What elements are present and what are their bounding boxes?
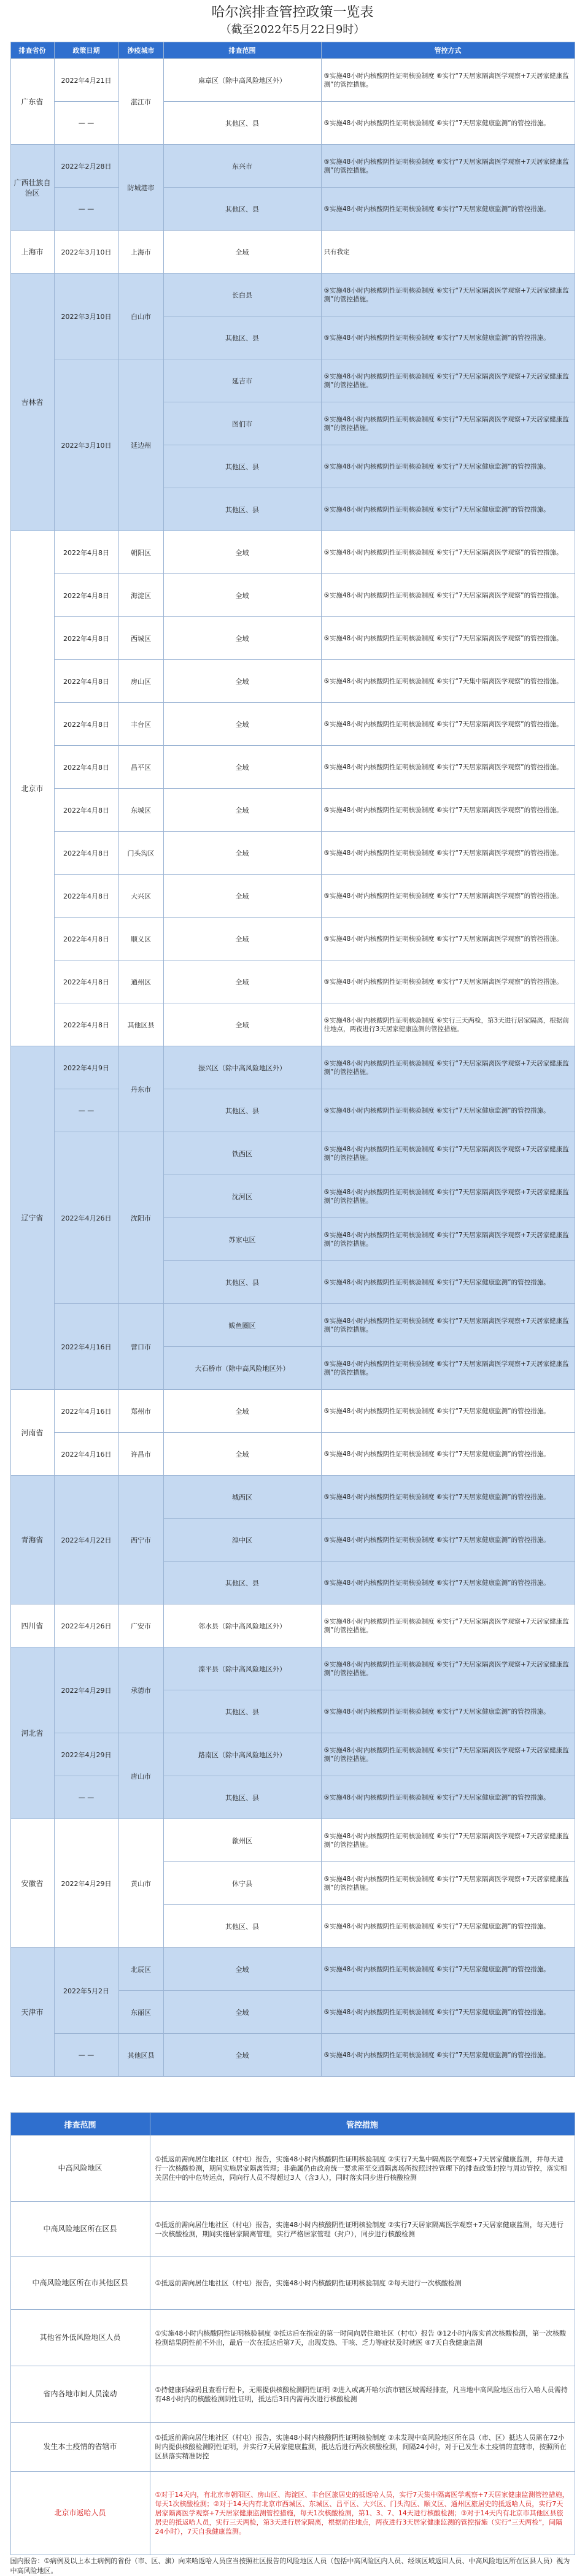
table-header-row	[10, 2113, 575, 2136]
header-province: 排查省份	[10, 42, 54, 59]
measure-cell: ⑤实施48小时内核酸阴性证明核验制度 ⑥实行“7天居家隔离医学观察”的管控措施。	[321, 703, 575, 746]
date-cell: 2022年4月29日	[54, 1819, 118, 1948]
province-cell: 北京市	[10, 531, 54, 1046]
range-cell: 铁西区	[163, 1132, 321, 1175]
measure-cell: ⑤实施48小时内核酸阴性证明核验制度 ⑥实行“7天集中隔离医学观察”的管控措施。	[321, 660, 575, 703]
measure-cell: ⑤实施48小时内核酸阴性证明核验制度 ⑥实行“7天居家健康监测”的管控措施。	[321, 1948, 575, 1991]
range-cell: 其他区、县	[163, 1776, 321, 1819]
table-row	[10, 1819, 575, 1862]
table-row	[10, 2202, 575, 2257]
table-row	[10, 1733, 575, 1776]
table-row	[10, 832, 575, 875]
city-cell: 朝阳区	[118, 531, 163, 574]
table-row	[10, 59, 575, 102]
measure-cell: ⑤实施48小时内核酸阴性证明核验制度 ⑥实行“7天居家隔离医学观察+7天居家健康监测”的管控措施。	[321, 59, 575, 102]
control-measures-body	[10, 2136, 575, 2555]
range-cell: 图们市	[163, 402, 321, 445]
measure-cell: ⑤实施48小时内核酸阴性证明核验制度 ⑥实行“7天居家健康监测”的管控措施。	[321, 1776, 575, 1819]
range-cell: 全域	[163, 2034, 321, 2077]
table-row	[10, 703, 575, 746]
table-row	[10, 2257, 575, 2310]
date-cell: 2022年4月26日	[54, 1604, 118, 1647]
table-row	[10, 2423, 575, 2472]
table-row	[10, 1304, 575, 1347]
city-cell: 白山市	[118, 274, 163, 359]
date-cell: 2022年3月10日	[54, 359, 118, 531]
date-cell: 2022年5月2日	[54, 1948, 118, 2034]
date-cell: 2022年4月16日	[54, 1304, 118, 1390]
city-cell: 黄山市	[118, 1819, 163, 1948]
date-cell: 2022年4月8日	[54, 746, 118, 789]
table-row	[10, 2034, 575, 2077]
city-cell: 东城区	[118, 789, 163, 832]
header-range: 排查范围	[163, 42, 321, 59]
measure-cell: ⑤实施48小时内核酸阴性证明核验制度 ⑥实行“7天居家健康监测”的管控措施。	[321, 1476, 575, 1519]
city-cell: 门头沟区	[118, 832, 163, 875]
province-cell: 青海省	[10, 1476, 54, 1604]
range-cell: 其他区、县	[163, 1261, 321, 1304]
measure-cell: ⑤实施48小时内核酸阴性证明核验制度 ⑥实行“7天居家隔离医学观察+7天居家健康监测”的管控措施。	[321, 1604, 575, 1647]
measure-cell: ⑤实施48小时内核酸阴性证明核验制度 ⑥实行“7天居家隔离医学观察+7天居家健康监测”的管控措施。	[321, 145, 575, 188]
date-cell: — —	[54, 1776, 118, 1819]
measure-cell: ⑤实施48小时内核酸阴性证明核验制度 ⑥实行“7天居家隔离医学观察”的管控措施。	[321, 789, 575, 832]
measure-cell: ⑤实施48小时内核酸阴性证明核验制度 ⑥实行“7天居家隔离医学观察+7天居家健康监测”的管控措施。	[321, 1647, 575, 1690]
title-line-1: 哈尔滨排查管控政策一览表	[211, 5, 374, 20]
table-row	[10, 1433, 575, 1476]
table-row	[10, 660, 575, 703]
province-cell: 广西壮族自治区	[10, 145, 54, 231]
date-cell: 2022年4月16日	[54, 1390, 118, 1433]
city-cell: 昌平区	[118, 746, 163, 789]
measure-cell: ⑤实施48小时内核酸阴性证明核验制度 ⑥实行“7天居家隔离医学观察+7天居家健康监测”的管控措施。	[321, 402, 575, 445]
range-cell: 其他区、县	[163, 1690, 321, 1733]
range-cell: 休宁县	[163, 1862, 321, 1905]
date-cell: 2022年4月8日	[54, 789, 118, 832]
range-cell: 东兴市	[163, 145, 321, 188]
measure-cell: ⑤实施48小时内核酸阴性证明核验制度 ⑥实行“7天居家健康监测”的管控措施。	[321, 1690, 575, 1733]
control-measure-cell: ①实施48小时内核酸阴性证明核验制度 ②抵达后在指定的第一时间向居住地社区（村屯）报告 ③12小时内落实首次核酸检测，第一次核酸检测结果阴性前不外出，最后一次在抵达后第7天，出现发热、干咳、乏力等症状及时就医 ④7天自我健康监测	[150, 2310, 575, 2366]
table-row	[10, 1132, 575, 1175]
range-cell: 全域	[163, 832, 321, 875]
date-cell: 2022年4月21日	[54, 59, 118, 102]
city-cell: 丹东市	[118, 1046, 163, 1132]
range-cell: 全域	[163, 1433, 321, 1476]
scope-cell: 中高风险地区所在区县	[10, 2202, 150, 2257]
table-row	[10, 1476, 575, 1519]
city-cell: 许昌市	[118, 1433, 163, 1476]
table-row	[10, 1776, 575, 1819]
table-row	[10, 1003, 575, 1046]
scope-cell: 中高风险地区	[10, 2136, 150, 2202]
measure-cell: ⑤实施48小时内核酸阴性证明核验制度 ⑥实行“7天居家健康监测”的管控措施。	[321, 1905, 575, 1948]
measure-cell: ⑤实施48小时内核酸阴性证明核验制度 ⑥实行“7天居家隔离医学观察”的管控措施。	[321, 746, 575, 789]
range-cell: 苏家屯区	[163, 1218, 321, 1261]
measure-cell: ⑤实施48小时内核酸阴性证明核验制度 ⑥实行“7天居家健康监测”的管控措施。	[321, 1390, 575, 1433]
table-row	[10, 145, 575, 188]
date-cell: — —	[54, 1089, 118, 1132]
range-cell: 其他区、县	[163, 1089, 321, 1132]
range-cell: 全域	[163, 1991, 321, 2034]
date-cell: — —	[54, 102, 118, 145]
range-cell: 沈河区	[163, 1175, 321, 1218]
measure-cell: 只有我定	[321, 231, 575, 274]
table-row	[10, 746, 575, 789]
range-cell: 全域	[163, 789, 321, 832]
table-row	[10, 960, 575, 1003]
province-cell: 上海市	[10, 231, 54, 274]
date-cell: 2022年4月8日	[54, 574, 118, 617]
city-cell: 北辰区	[118, 1948, 163, 1991]
measure-cell: ⑤实施48小时内核酸阴性证明核验制度 ⑥实行“7天居家隔离医学观察+7天居家健康监测”的管控措施。	[321, 1819, 575, 1862]
range-cell: 全域	[163, 960, 321, 1003]
table-header-row	[10, 42, 575, 59]
measure-cell: ⑤实施48小时内核酸阴性证明核验制度 ⑥实行“7天居家健康监测”的管控措施。	[321, 1562, 575, 1604]
scope-cell: 中高风险地区所在市其他区县	[10, 2257, 150, 2310]
range-cell: 全域	[163, 660, 321, 703]
control-measure-cell: ①持健康码绿码且查看行程卡，无需提供核酸检测阴性证明 ②进入或离开哈尔滨市辖区域需经排查，凡当地中高风险地区出行入哈人员需持有48小时内的核酸检测阴性证明，抵达后3日内需再次进行核酸检测	[150, 2366, 575, 2423]
date-cell: 2022年4月29日	[54, 1733, 118, 1776]
measure-cell: ⑤实施48小时内核酸阴性证明核验制度 ⑥实行“7天居家隔离医学观察+7天居家健康监测”的管控措施。	[321, 1347, 575, 1390]
measure-cell: ⑤实施48小时内核酸阴性证明核验制度 ⑥实行“7天居家健康监测”的管控措施。	[321, 102, 575, 145]
range-cell: 其他区、县	[163, 188, 321, 231]
city-cell: 沈阳市	[118, 1132, 163, 1304]
date-cell: 2022年4月16日	[54, 1433, 118, 1476]
header-control-measure: 管控措施	[150, 2113, 575, 2136]
range-cell: 全域	[163, 875, 321, 918]
measure-cell: ⑤实施48小时内核酸阴性证明核验制度 ⑥实行“7天居家健康监测”的管控措施。	[321, 1519, 575, 1562]
table-row	[10, 1604, 575, 1647]
measure-cell: ⑤实施48小时内核酸阴性证明核验制度 ⑥实行“7天居家隔离医学观察”的管控措施。	[321, 960, 575, 1003]
table-row	[10, 1046, 575, 1089]
city-cell: 大兴区	[118, 875, 163, 918]
measure-cell: ⑤实施48小时内核酸阴性证明核验制度 ⑥实行“7天居家健康监测”的管控措施。	[321, 1261, 575, 1304]
measure-cell: ⑤实施48小时内核酸阴性证明核验制度 ⑥实行“7天居家健康监测”的管控措施。	[321, 1991, 575, 2034]
city-cell: 唐山市	[118, 1733, 163, 1819]
range-cell: 全域	[163, 703, 321, 746]
scope-cell: 北京市返哈人员	[10, 2472, 150, 2555]
range-cell: 全域	[163, 918, 321, 960]
table-row	[10, 2472, 575, 2555]
range-cell: 邻水县（除中高风险地区外）	[163, 1604, 321, 1647]
range-cell: 大石桥市（除中高风险地区外）	[163, 1347, 321, 1390]
measure-cell: ⑤实施48小时内核酸阴性证明核验制度 ⑥实行“7天居家隔离医学观察+7天居家健康监测”的管控措施。	[321, 359, 575, 402]
measure-cell: ⑤实施48小时内核酸阴性证明核验制度 ⑥实行“7天居家隔离医学观察+7天居家健康监测”的管控措施。	[321, 1046, 575, 1089]
header-scope: 排查范围	[10, 2113, 150, 2136]
date-cell: 2022年4月8日	[54, 617, 118, 660]
province-cell: 河北省	[10, 1647, 54, 1819]
table-row	[10, 1647, 575, 1690]
table-row	[10, 574, 575, 617]
page-title	[0, 0, 585, 38]
range-cell: 麻章区（除中高风险地区外）	[163, 59, 321, 102]
measure-cell: ⑤实施48小时内核酸阴性证明核验制度 ⑥实行“7天居家隔离医学观察+7天居家健康监测”的管控措施。	[321, 274, 575, 316]
table-row	[10, 531, 575, 574]
date-cell: 2022年4月8日	[54, 960, 118, 1003]
header-city: 涉疫城市	[118, 42, 163, 59]
range-cell: 城西区	[163, 1476, 321, 1519]
province-policy-body	[10, 59, 575, 2077]
range-cell: 全域	[163, 231, 321, 274]
range-cell: 鲅鱼圈区	[163, 1304, 321, 1347]
table-row	[10, 274, 575, 316]
table-row	[10, 617, 575, 660]
table-row	[10, 188, 575, 231]
date-cell: — —	[54, 2034, 118, 2077]
measure-cell: ⑤实施48小时内核酸阴性证明核验制度 ⑥实行“7天居家健康监测”的管控措施。	[321, 1433, 575, 1476]
province-cell: 广东省	[10, 59, 54, 145]
table-row	[10, 875, 575, 918]
date-cell: 2022年4月8日	[54, 875, 118, 918]
measure-cell: ⑤实施48小时内核酸阴性证明核验制度 ⑥实行“7天居家健康监测”的管控措施。	[321, 488, 575, 531]
date-cell: 2022年4月8日	[54, 703, 118, 746]
table-row	[10, 789, 575, 832]
range-cell: 其他区、县	[163, 102, 321, 145]
city-cell: 顺义区	[118, 918, 163, 960]
measure-cell: ⑤实施48小时内核酸阴性证明核验制度 ⑥实行“7天居家健康监测”的管控措施。	[321, 1089, 575, 1132]
table-row	[10, 231, 575, 274]
date-cell: 2022年3月10日	[54, 274, 118, 359]
province-cell: 安徽省	[10, 1819, 54, 1948]
city-cell: 承德市	[118, 1647, 163, 1733]
measure-cell: ⑤实施48小时内核酸阴性证明核验制度 ⑥实行“7天居家健康监测”的管控措施。	[321, 316, 575, 359]
table-row	[10, 1390, 575, 1433]
city-cell: 东丽区	[118, 1991, 163, 2034]
measure-cell: ⑤实施48小时内核酸阴性证明核验制度 ⑥实行“7天居家隔离医学观察+7天居家健康监测”的管控措施。	[321, 1132, 575, 1175]
city-cell: 房山区	[118, 660, 163, 703]
header-date: 政策日期	[54, 42, 118, 59]
scope-cell: 省内各地市间人员流动	[10, 2366, 150, 2423]
table-row	[10, 2310, 575, 2366]
province-cell: 辽宁省	[10, 1046, 54, 1390]
measure-cell: ⑤实施48小时内核酸阴性证明核验制度 ⑥实行“7天居家隔离医学观察+7天居家健康监测”的管控措施。	[321, 1733, 575, 1776]
measure-cell: ⑤实施48小时内核酸阴性证明核验制度 ⑥实行“7天居家隔离医学观察+7天居家健康监测”的管控措施。	[321, 1304, 575, 1347]
range-cell: 全域	[163, 531, 321, 574]
date-cell: 2022年4月22日	[54, 1476, 118, 1604]
city-cell: 其他区县	[118, 2034, 163, 2077]
city-cell: 丰台区	[118, 703, 163, 746]
footnote: 国内报告：①病例及以上本土病例的省份（市、区、旗）向来哈返哈人员应当按照社区报告的风险地区人员（包括中高风险区内人员、经该区域返回人员、中高风险地区所在区县人员）视为中高风险地区。	[10, 2557, 570, 2575]
table-row	[10, 2136, 575, 2202]
range-cell: 其他区、县	[163, 488, 321, 531]
range-cell: 全域	[163, 1948, 321, 1991]
range-cell: 湟中区	[163, 1519, 321, 1562]
measure-cell: ⑤实施48小时内核酸阴性证明核验制度 ⑥实行“7天居家隔离医学观察+7天居家健康监测”的管控措施。	[321, 1862, 575, 1905]
city-cell: 西宁市	[118, 1476, 163, 1604]
measure-cell: ⑤实施48小时内核酸阴性证明核验制度 ⑥实行“7天居家健康监测”的管控措施。	[321, 2034, 575, 2077]
measure-cell: ⑤实施48小时内核酸阴性证明核验制度 ⑥实行“7天居家隔离医学观察+7天居家健康监测”的管控措施。	[321, 1175, 575, 1218]
measure-cell: ⑤实施48小时内核酸阴性证明核验制度 ⑥实行“7天居家健康监测”的管控措施。	[321, 188, 575, 231]
date-cell: 2022年4月8日	[54, 531, 118, 574]
range-cell: 全域	[163, 746, 321, 789]
province-cell: 四川省	[10, 1604, 54, 1647]
range-cell: 长白县	[163, 274, 321, 316]
date-cell: 2022年4月8日	[54, 918, 118, 960]
control-measure-cell: ①抵返前需向居住地社区（村屯）报告，实施48小时内核酸阴性证明核验制度 ②每天进行一次核酸检测	[150, 2257, 575, 2310]
date-cell: — —	[54, 188, 118, 231]
measure-cell: ⑤实施48小时内核酸阴性证明核验制度 ⑥实行“7天居家隔离医学观察”的管控措施。	[321, 875, 575, 918]
city-cell: 海淀区	[118, 574, 163, 617]
measure-cell: ⑤实施48小时内核酸阴性证明核验制度 ⑥实行“7天居家隔离医学观察”的管控措施。	[321, 918, 575, 960]
range-cell: 路南区（除中高风险地区外）	[163, 1733, 321, 1776]
scope-cell: 其他省外低风险地区人员	[10, 2310, 150, 2366]
city-cell: 广安市	[118, 1604, 163, 1647]
date-cell: 2022年4月8日	[54, 832, 118, 875]
title-line-2: （截至2022年5月22日9时）	[220, 23, 365, 36]
control-measure-cell: ①抵返前需向居住地社区（村屯）报告，实施48小时内核酸阴性证明核验制度 ②实行7天集中隔离医学观察+7天居家健康监测，并每天进行一次核酸检测，期间实施居家隔离管理；非确属仍由政府统一要求需至交通隔离场所按照封控管理下的排查政策封控与周边管控，落实相关居住中的中危转运点，同向行人员不得超过3人（含3人），同时落实同步进行核酸检测	[150, 2136, 575, 2202]
city-cell: 营口市	[118, 1304, 163, 1390]
measure-cell: ⑤实施48小时内核酸阴性证明核验制度 ⑥实行“7天居家隔离医学观察”的管控措施。	[321, 531, 575, 574]
table-row	[10, 1089, 575, 1132]
city-cell: 郑州市	[118, 1390, 163, 1433]
control-measure-cell: ①抵返前需向居住地社区（村屯）报告，实施48小时内核酸阴性证明核验制度 ②未发现中高风险地区所在县（市、区）抵达人员需在72小时内提供核酸检测阴性证明，并实行7天居家健康监测，抵达后进行两次核酸检测，间隔24小时，对于已发生本土疫情的直辖市，按照所在区县落实精准防控	[150, 2423, 575, 2472]
table-row	[10, 102, 575, 145]
city-cell: 其他区县	[118, 1003, 163, 1046]
province-policy-table	[10, 42, 575, 2077]
range-cell: 其他区、县	[163, 445, 321, 488]
province-cell: 天津市	[10, 1948, 54, 2077]
range-cell: 其他区、县	[163, 1905, 321, 1948]
table-row	[10, 2366, 575, 2423]
range-cell: 全域	[163, 1390, 321, 1433]
measure-cell: ⑤实施48小时内核酸阴性证明核验制度 ⑥实行“7天居家隔离医学观察”的管控措施。	[321, 832, 575, 875]
date-cell: 2022年4月26日	[54, 1132, 118, 1304]
range-cell: 全域	[163, 574, 321, 617]
control-measure-cell: ①对于14天内，有北京市朝阳区、房山区、海淀区、丰台区旅居史的抵返哈人员，实行7天集中隔离医学观察+7天居家健康监测管控措施，每天1次核酸检测；②对于14天内有北京市西城区、东城区、昌平区、大兴区、门头沟区、顺义区、通州区旅居史的抵返哈人员，实行7天居家隔离医学观察+7天居家健康监测管控措施，每天1次核酸检测，第1、3、7、14天进行核酸检测；③对于14天内有北京市其他区县旅居史的抵返哈人员，实行三天两检，第3天进行居家隔离，根据前往地点，两夜进行3天居家健康监测的管控措施（实行“三天两检”，间隔24小时），7天自我健康监测。	[150, 2472, 575, 2555]
range-cell: 振兴区（除中高风险地区外）	[163, 1046, 321, 1089]
measure-cell: ⑤实施48小时内核酸阴性证明核验制度 ⑥实行“7天居家隔离医学观察”的管控措施。	[321, 617, 575, 660]
measure-cell: ⑤实施48小时内核酸阴性证明核验制度 ⑥实行“7天居家隔离医学观察+7天居家健康监测”的管控措施。	[321, 1218, 575, 1261]
scope-cell: 发生本土疫情的省辖市	[10, 2423, 150, 2472]
control-measures-table	[10, 2112, 575, 2555]
range-cell: 其他区、县	[163, 1562, 321, 1604]
measure-cell: ⑤实施48小时内核酸阴性证明核验制度 ⑥实行三天两检，第3天进行居家隔离，根据前往地点，两夜进行3天居家健康监测的管控措施。	[321, 1003, 575, 1046]
table-row	[10, 918, 575, 960]
province-cell: 吉林省	[10, 274, 54, 531]
date-cell: 2022年4月29日	[54, 1647, 118, 1733]
city-cell: 西城区	[118, 617, 163, 660]
range-cell: 歙州区	[163, 1819, 321, 1862]
range-cell: 全域	[163, 617, 321, 660]
control-measure-cell: ①抵返前需向居住地社区（村屯）报告，实施48小时内核酸阴性证明核验制度 ②实行7天居家隔离医学观察+7天居家健康监测，每天进行一次核酸检测，期间实施居家隔离管理，实行严格居家管理（封户），同步进行核酸检测	[150, 2202, 575, 2257]
date-cell: 2022年3月10日	[54, 231, 118, 274]
date-cell: 2022年4月8日	[54, 660, 118, 703]
date-cell: 2022年4月9日	[54, 1046, 118, 1089]
city-cell: 通州区	[118, 960, 163, 1003]
table-row	[10, 1948, 575, 1991]
range-cell: 滦平县（除中高风险地区外）	[163, 1647, 321, 1690]
header-measure: 管控方式	[321, 42, 575, 59]
range-cell: 全域	[163, 1003, 321, 1046]
city-cell: 湛江市	[118, 59, 163, 145]
province-cell: 河南省	[10, 1390, 54, 1476]
range-cell: 其他区、县	[163, 316, 321, 359]
date-cell: 2022年4月8日	[54, 1003, 118, 1046]
city-cell: 防城港市	[118, 145, 163, 231]
table-row	[10, 359, 575, 402]
city-cell: 延边州	[118, 359, 163, 531]
city-cell: 上海市	[118, 231, 163, 274]
range-cell: 延吉市	[163, 359, 321, 402]
date-cell: 2022年2月28日	[54, 145, 118, 188]
measure-cell: ⑤实施48小时内核酸阴性证明核验制度 ⑥实行“7天居家隔离医学观察”的管控措施。	[321, 574, 575, 617]
measure-cell: ⑤实施48小时内核酸阴性证明核验制度 ⑥实行“7天居家健康监测”的管控措施。	[321, 445, 575, 488]
